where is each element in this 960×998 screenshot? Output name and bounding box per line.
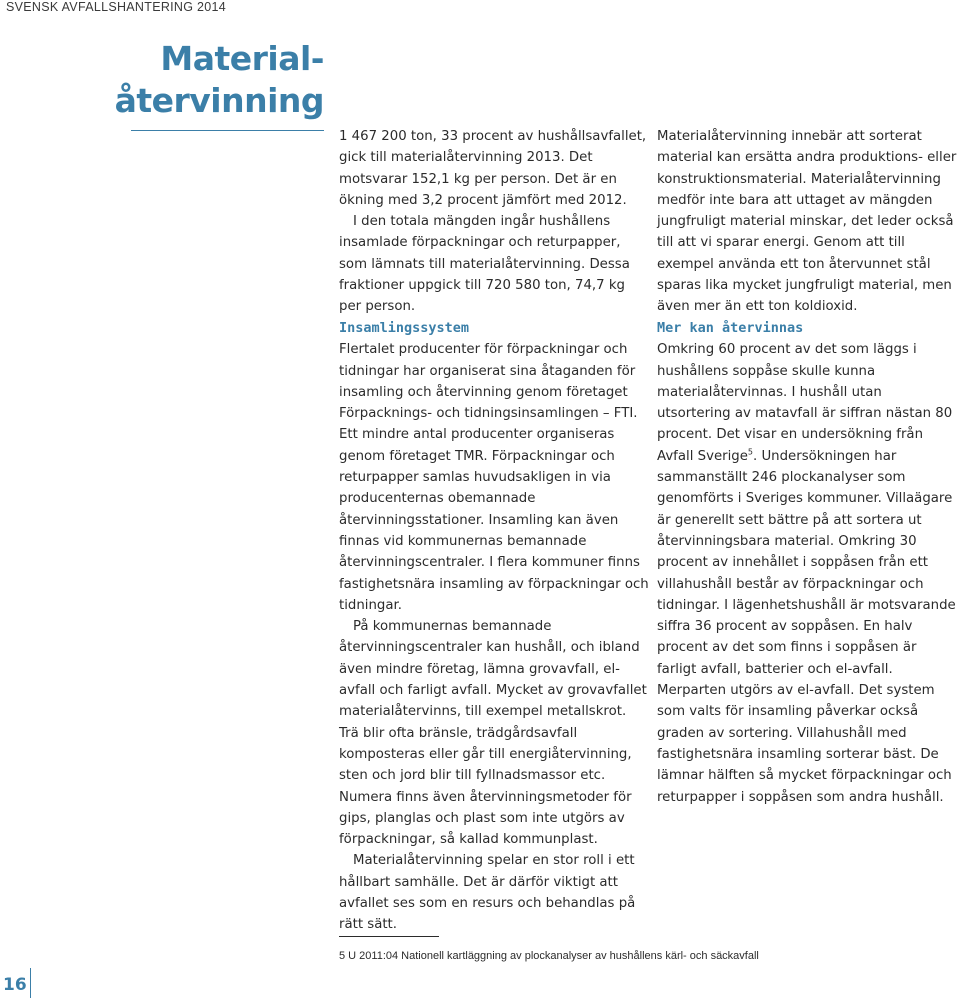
- intro-column-left: [339, 126, 649, 318]
- section-insamlingssystem: [339, 318, 649, 936]
- footnote: 5 U 2011:04 Nationell kartläggning av plockanalyser av hushållens kärl- och säckavfall: [339, 950, 759, 962]
- title-rule: [131, 130, 324, 131]
- intro-column-right: [657, 126, 959, 318]
- page-number-rule: [30, 968, 31, 998]
- intro-paragraph-1: 1 467 200 ton, 33 procent av hushållsavfallet, gick till materialåtervinning 2013. Det motsvarar 152,1 kg per person. Det är en ökning med 3,2 procent jämfört med 2012.: [339, 129, 647, 208]
- footnote-ref[interactable]: 5: [747, 447, 753, 457]
- title-line-1: Material-: [160, 39, 324, 78]
- body-paragraph: Flertalet producenter för förpackningar och tidningar har organiserat sina åtaganden för insamling och återvinning genom företaget Förpacknings- och tidningsinsamlingen – FTI. Ett mindre antal producenter organiseras genom företaget TMR. Förpackningar och returpapper samlas huvudsakligen in via producenternas obemannade återvinningsstationer. Insamling kan även finnas vid kommunernas bemannade återvinningscentraler. I flera kommuner finns fastighetsnära insamling av förpackningar och tidningar.: [339, 342, 649, 613]
- section-heading: Mer kan återvinnas: [657, 320, 804, 336]
- intro-paragraph-2: I den totala mängden ingår hushållens insamlade förpackningar och returpapper, som lämnats till materialåtervinning. Dessa fraktioner uppgick till 720 580 ton, 74,7 kg per person.: [339, 214, 630, 315]
- body-paragraph: [657, 339, 959, 808]
- body-text: . Undersökningen har sammanställt 246 plockanalyser som genomförts i Sveriges kommuner. Villaägare är generellt sett bättre på att sortera ut återvinningsbara material. Omkring 30 procent av innehållet i soppåsen från ett villahushåll består av förpackningar och tidningar. I lägenhetshushåll är motsvarande siffra 36 procent av soppåsen. En halv procent av det som finns i soppåsen är farligt avfall, batterier och el-avfall. Merparten utgörs av el-avfall. Det system som valts för insamling påverkar också graden av sortering. Villahushåll med fastighetsnära insamling sorterar bäst. De lämnar hälften så mycket förpackningar och returpapper i soppåsen som andra hushåll.: [657, 448, 956, 805]
- running-header: SVENSK AVFALLSHANTERING 2014: [6, 0, 227, 14]
- body-paragraph: Materialåtervinning spelar en stor roll i ett hållbart samhälle. Det är därför viktigt att avfallet ses som en resurs och behandlas på rätt sätt.: [339, 853, 636, 933]
- section-mer-kan-atervinnas: [657, 318, 959, 808]
- section-heading: Insamlingssystem: [339, 320, 470, 336]
- body-text: Omkring 60 procent av det som läggs i hushållens soppåse skulle kunna materialåtervinnas. I hushåll utan utsortering av matavfall är siffran nästan 80 procent. Det visar en undersökning från Avfall Sverige: [657, 342, 953, 464]
- body-paragraph: På kommunernas bemannade återvinningscentraler kan hushåll, och ibland även mindre företag, lämna grovavfall, el-avfall och farligt avfall. Mycket av grovavfallet materialåtervinns, till exempel metallskrot. Trä blir ofta bränsle, trädgårdsavfall komposteras eller går till energiåtervinning, sten och jord blir till fyllnadsmassor etc. Numera finns även återvinningsmetoder för gips, planglas och plast som inte utgörs av förpackningar, så kallad kommunplast.: [339, 619, 647, 848]
- page-title: [115, 38, 324, 122]
- title-line-2: återvinning: [114, 81, 324, 120]
- page-number: 16: [3, 975, 27, 995]
- intro-paragraph-3: Materialåtervinning innebär att sorterat material kan ersätta andra produktions- eller konstruktionsmaterial. Materialåtervinning medför inte bara att uttaget av mängden jungfruligt material minskar, det leder också till att vi sparar energi. Genom att till exempel använda ett ton återvunnet stål sparas lika mycket jungfruligt material, men även mer än ett ton koldioxid.: [657, 129, 957, 315]
- footnote-rule: [339, 936, 439, 937]
